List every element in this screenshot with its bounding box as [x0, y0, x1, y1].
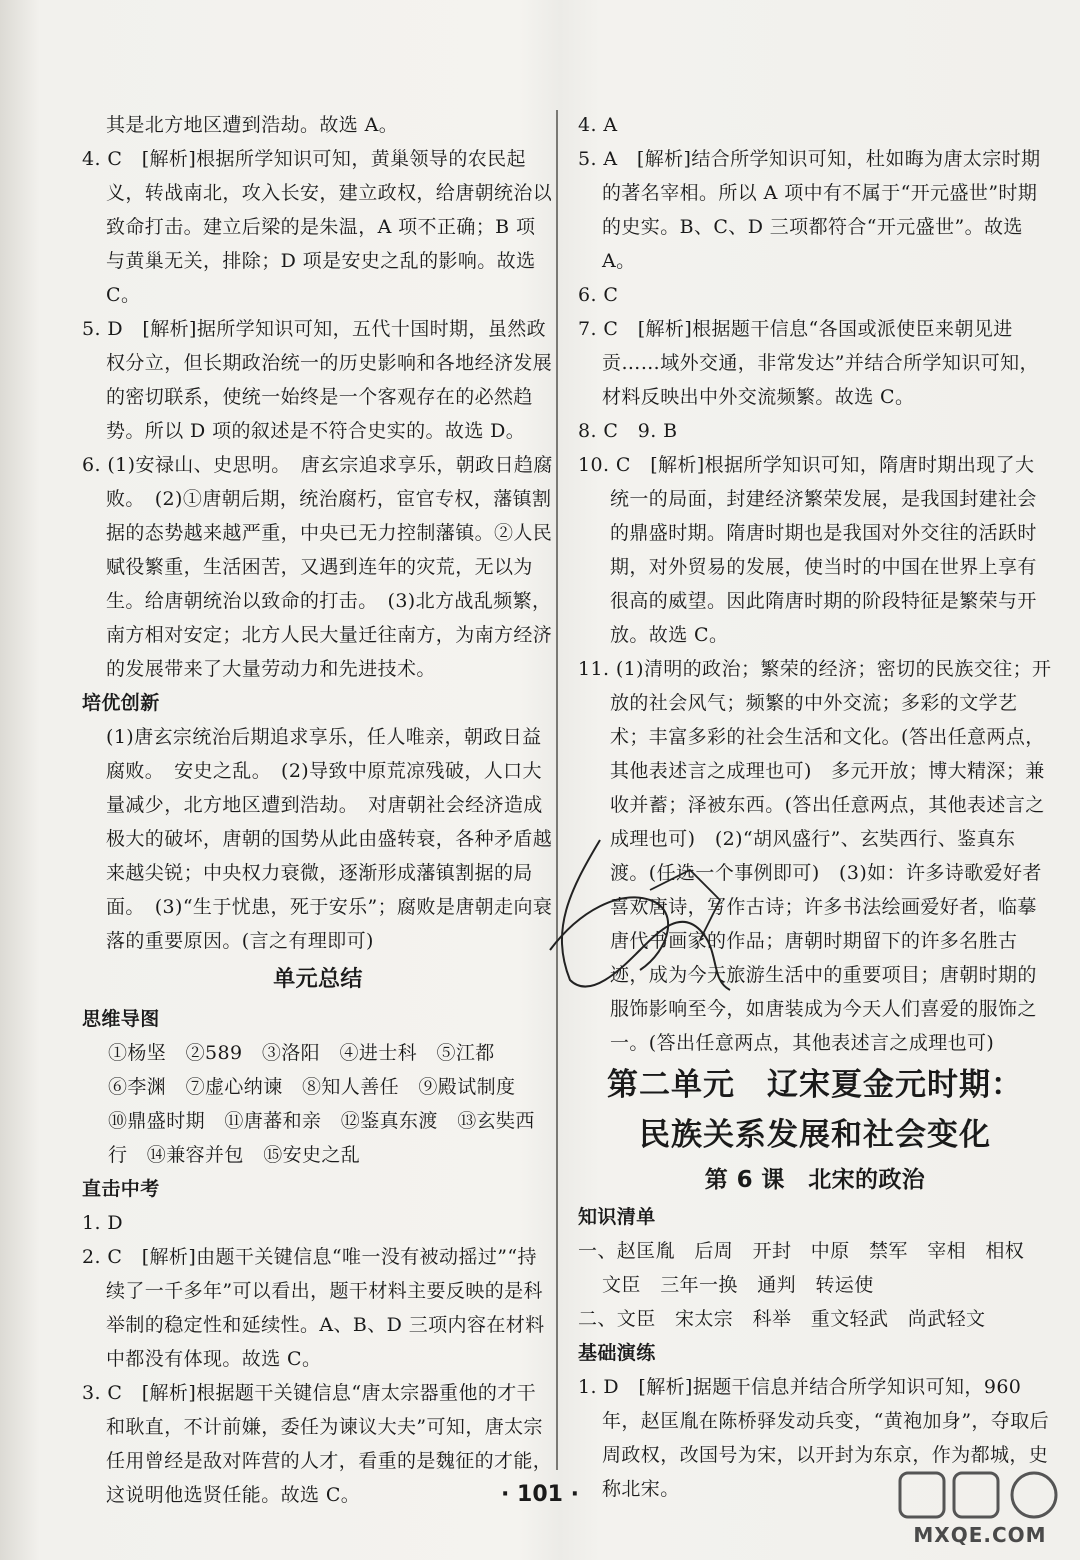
exam-answer-3: 3. C [解析]根据题干关键信息“唐太宗器重他的才干和耿直，不计前嫌，委任为谏议大夫”可知，唐太宗任用曾经是敌对阵营的人才，看重的是魏征的才能，这说明他选贤任能。故选 C。: [82, 1382, 553, 1506]
exam-answer-1: 1. D: [82, 1212, 124, 1234]
unit-2-title-line-1: 第二单元 辽宋夏金元时期：: [607, 1067, 1023, 1103]
section-title-peiyou: 培优创新: [82, 692, 160, 714]
answer-r4: 4. A: [578, 114, 618, 136]
watermark-text: MXQE.COM: [913, 1523, 1047, 1547]
lesson-6-title: 第 6 课 北宋的政治: [704, 1167, 926, 1193]
answer-r5: 5. A [解析]结合所学知识可知，杜如晦为唐太宗时期的著名宰相。所以 A 项中有不属于“开元盛世”时期的史实。B、C、D 三项都符合“开元盛世”。故选 A。: [578, 148, 1041, 272]
mindmap-line-1: ①杨坚 ②589 ③洛阳 ④进士科 ⑤江都: [108, 1042, 495, 1064]
section-title-mindmap: 思维导图: [82, 1008, 160, 1030]
answer-4: 4. C [解析]根据所学知识可知，黄巢领导的农民起义，转战南北，攻入长安，建立政权，给唐朝统治以致命打击。建立后梁的是朱温，A 项不正确；B 项与黄巢无关，排除；D 项是安史之乱的影响。故选 C。: [82, 148, 553, 306]
answer-r11: 11. (1)清明的政治；繁荣的经济；密切的民族交往；开放的社会风气；频繁的中外交流；多彩的文学艺术；丰富多彩的社会生活和文化。(答出任意两点，其他表述言之成理也可) 多元开放；博大精深；兼收并蓄；泽被东西。(答出任意两点，其他表述言之成理也可) (2)“胡风盛行”、玄奘西行、鉴真东渡。(任选一个事例即可) (3)如：许多诗歌爱好者喜欢唐诗，写作古诗；许多书法绘画爱好者，临摹唐代书画家的作品；唐朝时期留下的许多名胜古迹，成为今天旅游生活中的重要项目；唐朝时期的服饰影响至今，如唐装成为今天人们喜爱的服饰之一。(答出任意两点，其他表述言之成理也可): [578, 658, 1052, 1054]
mindmap-line-2: ⑥李渊 ⑦虚心纳谏 ⑧知人善任 ⑨殿试制度: [108, 1076, 516, 1098]
peiyou-answer: (1)唐玄宗统治后期追求享乐，任人唯亲，朝政日益腐败。 安史之乱。 (2)导致中原荒凉残破，人口大量减少，北方地区遭到浩劫。 对唐朝社会经济造成极大的破坏，唐朝的国势从此由盛转衰，各种矛盾越来越尖锐；中央权力衰微，逐渐形成藩镇割据的局面。 (3)“生于忧患，死于安乐”；腐败是唐朝走向衰落的重要原因。(言之有理即可): [106, 726, 553, 952]
left-column: [82, 108, 554, 1512]
answer-5: 5. D [解析]据所学知识可知，五代十国时期，虽然政权分立，但长期政治统一的历史影响和各地经济发展的密切联系，使统一始终是一个客观存在的必然趋势。所以 D 项的叙述是不符合史实的。故选 D。: [82, 318, 553, 442]
answer-r7: 7. C [解析]根据题干信息“各国或派使臣来朝见进贡……域外交通，非常发达”并结合所学知识可知，材料反映出中外交流频繁。故选 C。: [578, 318, 1039, 408]
section-title-zhishi: 知识清单: [578, 1206, 656, 1228]
handwritten-scribble: [530, 830, 750, 1010]
answer-r10: 10. C [解析]根据所学知识可知，隋唐时期出现了大统一的局面，封建经济繁荣发展，是我国封建社会的鼎盛时期。隋唐时期也是我国对外交往的活跃时期，对外贸易的发展，使当时的中国在世界上享有很高的威望。因此隋唐时期的阶段特征是繁荣与开放。故选 C。: [578, 454, 1037, 646]
column-divider: [556, 110, 558, 1470]
mindmap-line-3: ⑩鼎盛时期 ⑪唐蕃和亲 ⑫鉴真东渡 ⑬玄奘西: [108, 1110, 535, 1132]
unit-2-title-line-2: 民族关系发展和社会变化: [639, 1117, 991, 1153]
section-title-jichu: 基础演练: [578, 1342, 656, 1364]
answer-6: 6. (1)安禄山、史思明。 唐玄宗追求享乐，朝政日趋腐败。 (2)①唐朝后期，统治腐朽，宦官专权，藩镇割据的态势越来越严重，中央已无力控制藩镇。②人民赋役繁重，生活困苦，又遇到连年的灾荒，无以为生。给唐朝统治以致命的打击。 (3)北方战乱频繁，南方相对安定；北方人民大量迁往南方，为南方经济的发展带来了大量劳动力和先进技术。: [82, 454, 553, 680]
mindmap-line-4: 行 ⑭兼容并包 ⑮安史之乱: [108, 1144, 361, 1166]
watermark-logo: [890, 1465, 1070, 1555]
knowledge-list-1b: 文臣 三年一换 通判 转运使: [602, 1274, 874, 1296]
knowledge-list-2: 二、文臣 宋太宗 科举 重文轻武 尚武轻文: [578, 1308, 986, 1330]
knowledge-list-1: 一、赵匡胤 后周 开封 中原 禁军 宰相 相权: [578, 1240, 1025, 1262]
section-title-zhiji: 直击中考: [82, 1178, 160, 1200]
right-column: [578, 108, 1052, 1506]
basic-answer-1: 1. D [解析]据题干信息并结合所学知识可知，960 年，赵匡胤在陈桥驿发动兵变，“黄袍加身”，夺取后周政权，改国号为宋，以开封为东京，作为都城，史称北宋。: [578, 1376, 1050, 1500]
watermark-icon: [890, 1465, 1070, 1525]
unit-summary-title: 单元总结: [273, 967, 363, 992]
left-continuation: 其是北方地区遭到浩劫。故选 A。: [106, 114, 399, 136]
answer-r8-9: 8. C 9. B: [578, 420, 678, 442]
answer-r6: 6. C: [578, 284, 619, 306]
page-number: · 101 ·: [501, 1482, 579, 1507]
exam-answer-2: 2. C [解析]由题干关键信息“唯一没有被动摇过”“持续了一千多年”可以看出，题干材料主要反映的是科举制的稳定性和延续性。A、B、D 三项内容在材料中都没有体现。故选 C。: [82, 1246, 545, 1370]
